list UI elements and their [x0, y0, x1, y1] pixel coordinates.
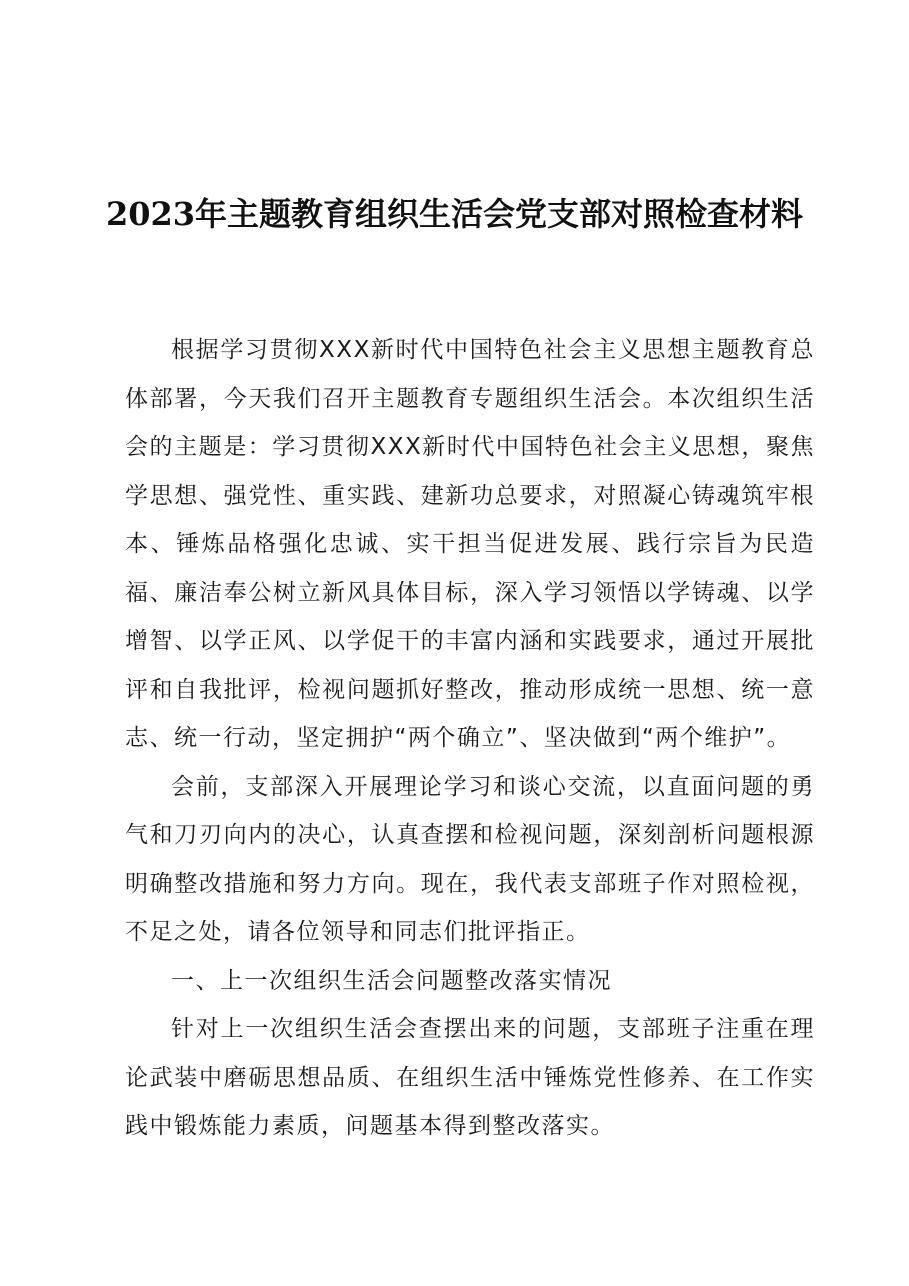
document-body — [125, 326, 815, 1151]
section-paragraph: 针对上一次组织生活会查摆出来的问题，支部班子注重在理论武装中磨砺思想品质、在组织生活中锤炼党性修养、在工作实践中锻炼能力素质，问题基本得到整改落实。 — [125, 1016, 815, 1139]
paragraph-preparation: 会前，支部深入开展理论学习和谈心交流，以直面问题的勇气和刀刃向内的决心，认真查摆和检视问题，深刻剖析问题根源明确整改措施和努力方向。现在，我代表支部班子作对照检视，不足之处，请各位领导和同志们批评指正。 — [125, 773, 815, 945]
section-heading: 一、上一次组织生活会问题整改落实情况 — [171, 967, 612, 994]
document-title: 2023年主题教育组织生活会党支部对照检查材料 — [105, 195, 804, 233]
paragraph-intro: 根据学习贯彻XXX新时代中国特色社会主义思想主题教育总体部署，今天我们召开主题教育专题组织生活会。本次组织生活会的主题是：学习贯彻XXX新时代中国特色社会主义思想，聚焦学思想、强党性、重实践、建新功总要求，对照凝心铸魂筑牢根本、锤炼品格强化忠诚、实干担当促进发展、践行宗旨为民造福、廉洁奉公树立新风具体目标，深入学习领悟以学铸魂、以学增智、以学正风、以学促干的丰富内涵和实践要求，通过开展批评和自我批评，检视问题抓好整改，推动形成统一思想、统一意志、统一行动，坚定拥护“两个确立”、坚决做到“两个维护”。 — [125, 337, 815, 751]
